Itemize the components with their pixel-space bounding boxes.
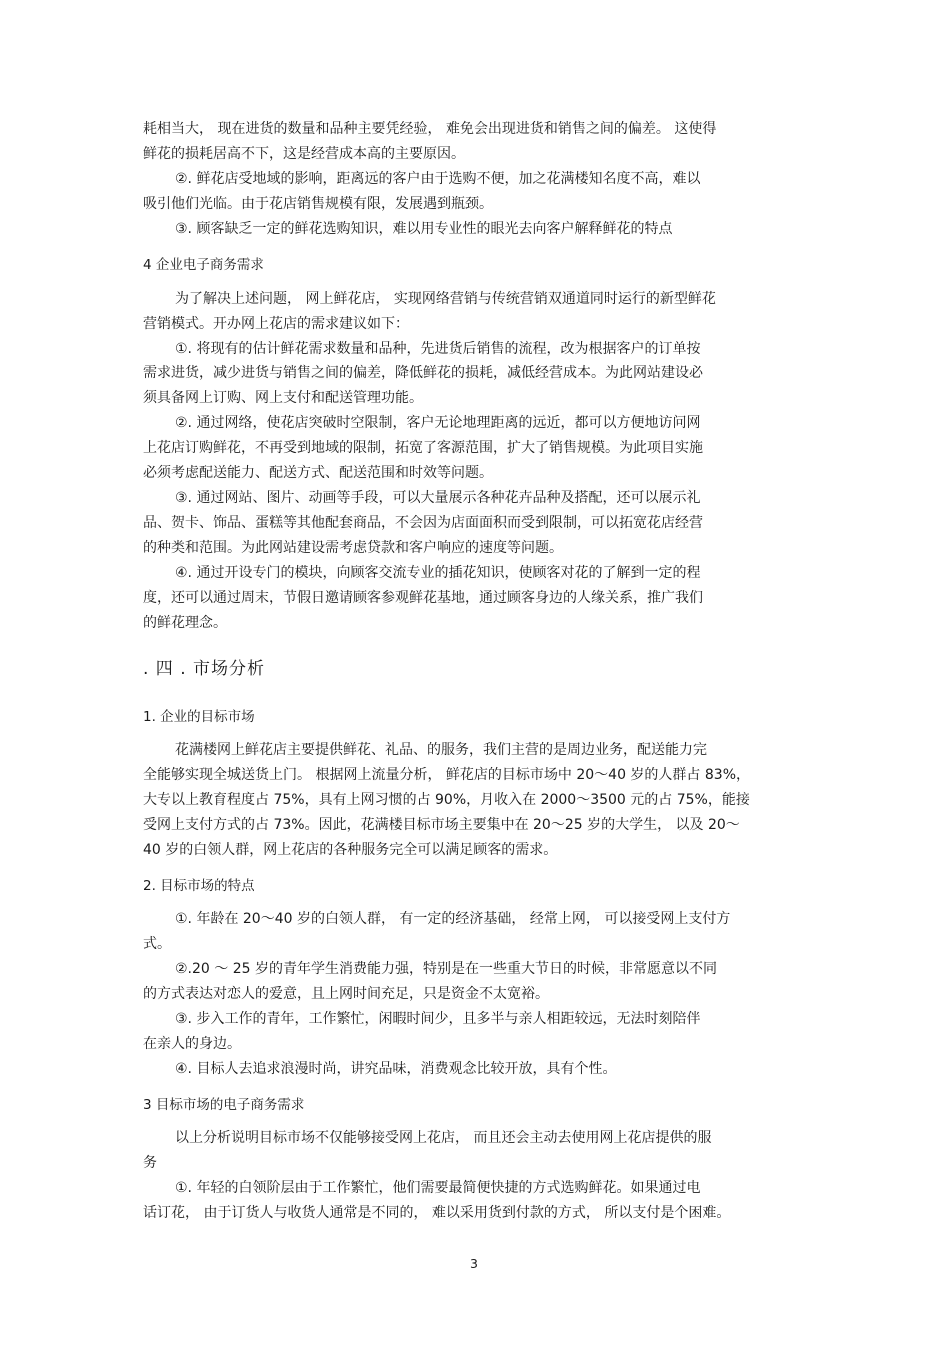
text-line: 花满楼网上鲜花店主要提供鲜花、礼品、的服务，我们主营的是周边业务，配送能力完 [175,742,707,758]
chapter-heading: . 四 . 市场分析 [143,659,266,679]
text-line: 全能够实现全城送货上门。 根据网上流量分析， 鲜花店的目标市场中 20～40 岁的人群占 83%， [143,767,750,783]
text-line: 上花店订购鲜花，不再受到地域的限制，拓宽了客源范围，扩大了销售规模。为此项目实施 [143,440,703,456]
text-line: ③. 顾客缺乏一定的鲜花选购知识，难以用专业性的眼光去向客户解释鲜花的特点 [175,221,673,237]
page-number: 3 [470,1256,478,1271]
text-line: 的种类和范围。为此网站建设需考虑贷款和客户响应的速度等问题。 [143,540,563,556]
section-heading: 2. 目标市场的特点 [143,878,255,894]
text-line: 在亲人的身边。 [143,1036,241,1052]
section-heading: 3 目标市场的电子商务需求 [143,1097,305,1113]
text-line: 度，还可以通过周末，节假日邀请顾客参观鲜花基地，通过顾客身边的人缘关系，推广我们 [143,590,703,606]
text-line: 吸引他们光临。由于花店销售规模有限，发展遇到瓶颈。 [143,196,493,212]
text-line: ①. 年轻的白领阶层由于工作繁忙，他们需要最简便快捷的方式选购鲜花。如果通过电 [175,1180,701,1196]
text-line: 鲜花的损耗居高不下，这是经营成本高的主要原因。 [143,146,465,162]
text-line: ②. 鲜花店受地域的影响，距离远的客户由于选购不便，加之花满楼知名度不高，难以 [175,171,701,187]
text-line: 的鲜花理念。 [143,615,227,631]
text-line: 以上分析说明目标市场不仅能够接受网上花店， 而且还会主动去使用网上花店提供的服 [175,1130,712,1146]
text-line: ①. 年龄在 20～40 岁的白领人群， 有一定的经济基础， 经常上网， 可以接受网上支付方 [175,911,731,927]
text-line: ③. 通过网站、图片、动画等手段，可以大量展示各种花卉品种及搭配，还可以展示礼 [175,490,701,506]
text-line: 为了解决上述问题， 网上鲜花店， 实现网络营销与传统营销双通道同时运行的新型鲜花 [175,291,716,307]
text-line: 话订花， 由于订货人与收货人通常是不同的， 难以采用货到付款的方式， 所以支付是个困难。 [143,1205,731,1221]
text-line: ④. 通过开设专门的模块，向顾客交流专业的插花知识，使顾客对花的了解到一定的程 [175,565,701,581]
text-line: 大专以上教育程度占 75%，具有上网习惯的占 90%，月收入在 2000～3500 元的占 75%，能接 [143,792,750,808]
text-line: ④. 目标人去追求浪漫时尚，讲究品味，消费观念比较开放，具有个性。 [175,1061,617,1077]
text-line: 必须考虑配送能力、配送方式、配送范围和时效等问题。 [143,465,493,481]
text-line: 品、贺卡、饰品、蛋糕等其他配套商品，不会因为店面面积而受到限制，可以拓宽花店经营 [143,515,703,531]
text-line: 须具备网上订购、网上支付和配送管理功能。 [143,390,423,406]
text-line: 式。 [143,936,171,952]
text-line: 耗相当大， 现在进货的数量和品种主要凭经验， 难免会出现进货和销售之间的偏差。 这使得 [143,121,717,137]
text-line: 40 岁的白领人群，网上花店的各种服务完全可以满足顾客的需求。 [143,842,558,858]
section-heading: 1. 企业的目标市场 [143,709,255,725]
text-line: 受网上支付方式的占 73%。因此，花满楼目标市场主要集中在 20～25 岁的大学生， 以及 20～ [143,817,740,833]
text-line: 营销模式。开办网上花店的需求建议如下： [143,316,409,332]
text-line: ③. 步入工作的青年，工作繁忙，闲暇时间少，且多半与亲人相距较远，无法时刻陪伴 [175,1011,701,1027]
text-line: 务 [143,1155,157,1171]
text-line: ②.20 ～ 25 岁的青年学生消费能力强，特别是在一些重大节日的时候，非常愿意以不同 [175,961,717,977]
text-line: 需求进货，减少进货与销售之间的偏差，降低鲜花的损耗，减低经营成本。为此网站建设必 [143,365,703,381]
text-line: ②. 通过网络，使花店突破时空限制，客户无论地理距离的远近，都可以方便地访问网 [175,415,701,431]
text-line: ①. 将现有的估计鲜花需求数量和品种，先进货后销售的流程，改为根据客户的订单按 [175,341,701,357]
section-heading: 4 企业电子商务需求 [143,257,264,273]
text-line: 的方式表达对恋人的爱意，且上网时间充足，只是资金不太宽裕。 [143,986,549,1002]
